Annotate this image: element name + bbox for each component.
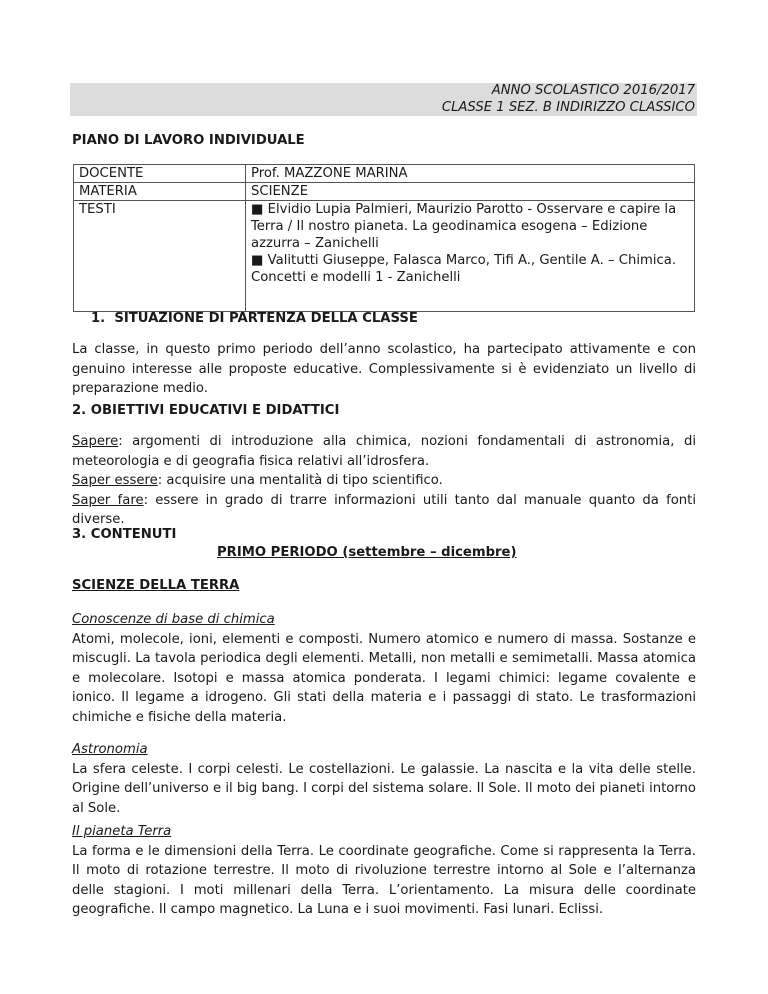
topic-title: Il pianeta Terra	[72, 824, 172, 839]
table-row	[74, 165, 695, 183]
textbook-item: ■ Elvidio Lupia Palmieri, Maurizio Parotto - Osservare e capire la Terra / Il nostro pianeta. La geodinamica esogena – Edizione azzurra – Zanichelli	[251, 202, 677, 251]
topic-block	[72, 610, 696, 727]
objective-label: Sapere	[72, 434, 119, 449]
class-info: CLASSE 1 SEZ. B INDIRIZZO CLASSICO	[441, 99, 695, 115]
objective-item: Sapere: argomenti di introduzione alla chimica, nozioni fondamentali di astronomia, di meteorologia e di geografia fisica relativi all’idrosfera.	[72, 434, 696, 469]
section-2-list	[72, 432, 696, 530]
document-title: PIANO DI LAVORO INDIVIDUALE	[72, 133, 305, 148]
textbook-item: ■ Valitutti Giuseppe, Falasca Marco, Tifi A., Gentile A. – Chimica. Concetti e modelli 1 - Zanichelli	[251, 253, 677, 285]
section-title: SITUAZIONE DI PARTENZA DELLA CLASSE	[114, 311, 418, 326]
info-table	[73, 164, 695, 312]
topic-title: Conoscenze di base di chimica	[72, 612, 275, 627]
period-heading: PRIMO PERIODO (settembre – dicembre)	[217, 545, 517, 560]
row-label: MATERIA	[74, 183, 246, 201]
topic-block	[72, 822, 696, 920]
objective-item: Saper fare: essere in grado di trarre informazioni utili tanto dal manuale quanto da fonti diverse.	[72, 492, 696, 527]
table-row	[74, 201, 695, 312]
topic-text: La forma e le dimensioni della Terra. Le coordinate geografiche. Come si rappresenta la Terra. Il moto di rotazione terrestre. Il moto di rivoluzione terrestre intorno al Sole e l’alternanza delle stagioni. I moti millenari della Terra. L’orientamento. La misura delle coordinate geografiche. Il campo magnetico. La Luna e i suoi movimenti. Fasi lunari. Eclissi.	[72, 843, 696, 917]
section-2-heading: 2. OBIETTIVI EDUCATIVI E DIDATTICI	[72, 403, 340, 418]
subject-heading: SCIENZE DELLA TERRA	[72, 578, 240, 593]
row-label: TESTI	[74, 201, 246, 312]
section-3-heading: 3. CONTENUTI	[72, 527, 177, 542]
topic-block	[72, 740, 696, 818]
objective-label: Saper fare	[72, 492, 144, 508]
objective-item: Saper essere: acquisire una mentalità di tipo scientifico.	[72, 473, 443, 488]
topic-text: La sfera celeste. I corpi celesti. Le costellazioni. Le galassie. La nascita e la vita delle stelle. Origine dell’universo e il big bang. I corpi del sistema solare. Il Sole. Il moto dei pianeti intorno al Sole.	[72, 761, 696, 816]
topic-title: Astronomia	[72, 742, 148, 757]
topic-text: Atomi, molecole, ioni, elementi e composti. Numero atomico e numero di massa. Sostanze e miscugli. La tavola periodica degli elementi. Metalli, non metalli e semimetalli. Massa atomica e molecolare. Isotopi e massa atomica ponderata. I legami chimici: legame covalente e ionico. Il legame a idrogeno. Gli stati della materia e i passaggi di stato. Le trasformazioni chimiche e fisiche della materia.	[72, 631, 696, 725]
section-1-text: La classe, in questo primo periodo dell’anno scolastico, ha partecipato attivamente e con genuino interesse alle proposte educative. Complessivamente si è evidenziato un livello di preparazione medio.	[72, 342, 696, 396]
objective-label: Saper essere	[72, 473, 158, 488]
row-value: Prof. MAZZONE MARINA	[246, 165, 695, 183]
table-row	[74, 183, 695, 201]
header-band	[70, 83, 697, 116]
row-value	[246, 201, 695, 312]
school-year: ANNO SCOLASTICO 2016/2017	[491, 83, 695, 98]
row-value: SCIENZE	[246, 183, 695, 201]
section-number: 1.	[91, 311, 106, 326]
row-label: DOCENTE	[74, 165, 246, 183]
section-1-heading	[91, 309, 418, 329]
